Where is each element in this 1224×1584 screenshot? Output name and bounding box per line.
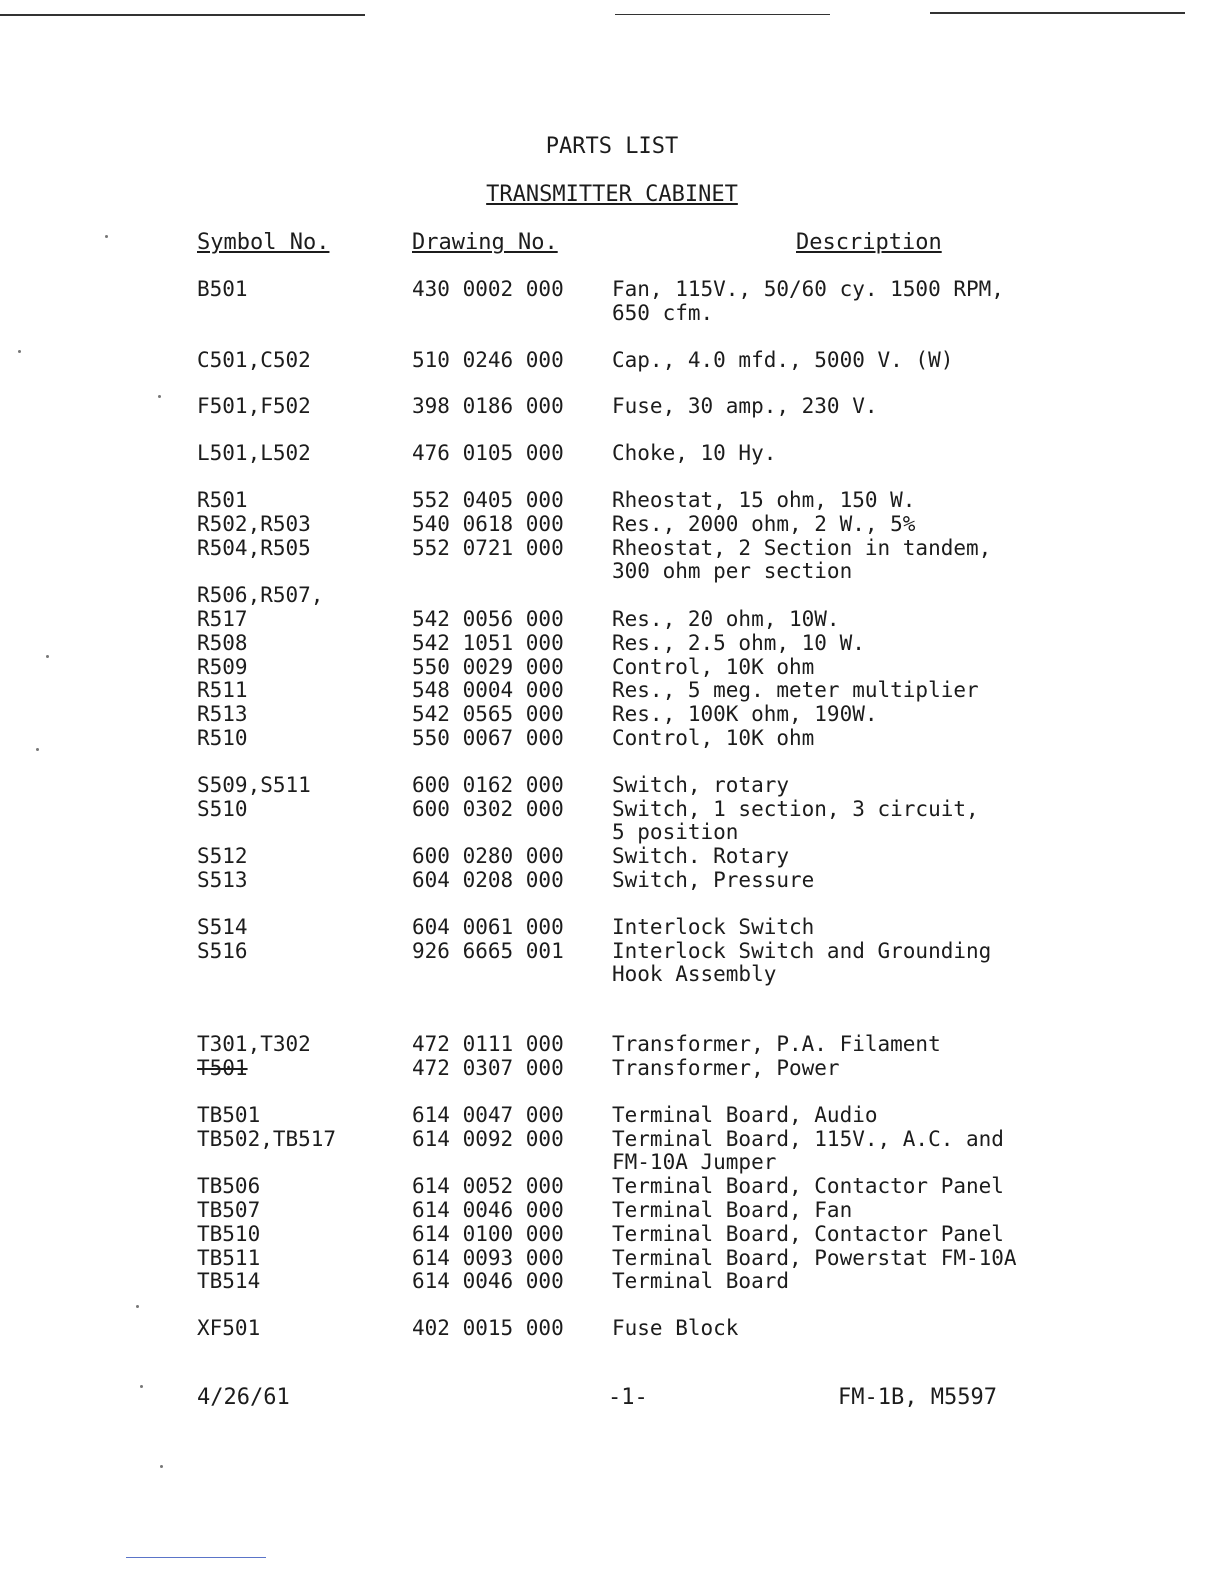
table-row (0, 1199, 1224, 1223)
description-cell: Hook Assembly (612, 962, 777, 987)
drawing-number-cell: 550 0029 000 (412, 654, 564, 679)
table-row (0, 869, 1224, 893)
description-cell: Terminal Board, Contactor Panel (612, 1174, 1004, 1199)
table-row (0, 442, 1224, 466)
description-cell: Rheostat, 2 Section in tandem, (612, 535, 992, 560)
parts-group (0, 1317, 1224, 1341)
description-cell: FM-10A Jumper (612, 1150, 777, 1175)
description-cell: Interlock Switch (612, 914, 815, 939)
parts-table (0, 278, 1224, 1341)
parts-group (0, 442, 1224, 466)
symbol-cell: S513 (197, 867, 248, 892)
symbol-cell: T501 (197, 1055, 248, 1080)
table-row (0, 821, 1224, 845)
column-header-drawing: Drawing No. (412, 230, 558, 255)
drawing-number-cell: 614 0100 000 (412, 1221, 564, 1246)
drawing-number-cell: 614 0046 000 (412, 1269, 564, 1294)
symbol-cell: S512 (197, 844, 248, 869)
symbol-cell: T301,T302 (197, 1032, 311, 1057)
drawing-number-cell: 476 0105 000 (412, 441, 564, 466)
table-row (0, 1033, 1224, 1057)
top-scan-rule (0, 14, 365, 16)
description-cell: Res., 5 meg. meter multiplier (612, 678, 979, 703)
description-cell: Transformer, Power (612, 1055, 840, 1080)
table-row (0, 703, 1224, 727)
description-cell: 5 position (612, 820, 739, 845)
table-row (0, 845, 1224, 869)
drawing-number-cell: 600 0280 000 (412, 844, 564, 869)
drawing-number-cell: 926 6665 001 (412, 938, 564, 963)
symbol-cell: S516 (197, 938, 248, 963)
symbol-cell: TB510 (197, 1221, 261, 1246)
description-cell: Fuse Block (612, 1316, 739, 1341)
parts-group (0, 278, 1224, 326)
top-scan-rule (615, 14, 830, 15)
description-cell: Res., 2.5 ohm, 10 W. (612, 630, 865, 655)
table-row (0, 1317, 1224, 1341)
description-cell: Terminal Board, Audio (612, 1102, 878, 1127)
table-row (0, 537, 1224, 561)
scan-speck (140, 1385, 143, 1388)
column-header-description: Description (796, 230, 942, 255)
table-row (0, 1128, 1224, 1152)
description-cell: Terminal Board, Powerstat FM-10A (612, 1245, 1017, 1270)
table-row (0, 798, 1224, 822)
symbol-cell: R506,R507, (197, 583, 324, 608)
footer-model: FM-1B, M5597 (838, 1385, 997, 1410)
drawing-number-cell: 540 0618 000 (412, 511, 564, 536)
description-cell: Control, 10K ohm (612, 654, 815, 679)
parts-group (0, 349, 1224, 373)
table-row (0, 608, 1224, 632)
description-cell: Res., 100K ohm, 190W. (612, 702, 878, 727)
table-row (0, 916, 1224, 940)
drawing-number-cell: 604 0208 000 (412, 867, 564, 892)
symbol-cell: R509 (197, 654, 248, 679)
description-cell: Choke, 10 Hy. (612, 441, 777, 466)
description-cell: Switch, Pressure (612, 867, 815, 892)
table-row (0, 584, 1224, 608)
footer-page-number: -1- (608, 1385, 648, 1410)
drawing-number-cell: 510 0246 000 (412, 347, 564, 372)
symbol-cell: R517 (197, 606, 248, 631)
drawing-number-cell: 604 0061 000 (412, 914, 564, 939)
symbol-cell: F501,F502 (197, 394, 311, 419)
symbol-cell: S510 (197, 796, 248, 821)
scan-speck (160, 1465, 163, 1468)
parts-group (0, 489, 1224, 751)
description-cell: Res., 2000 ohm, 2 W., 5% (612, 511, 916, 536)
description-cell: Terminal Board, Contactor Panel (612, 1221, 1004, 1246)
symbol-cell: TB506 (197, 1174, 261, 1199)
table-row (0, 632, 1224, 656)
drawing-number-cell: 614 0092 000 (412, 1126, 564, 1151)
symbol-cell: TB507 (197, 1197, 261, 1222)
drawing-number-cell: 552 0721 000 (412, 535, 564, 560)
description-cell: Cap., 4.0 mfd., 5000 V. (W) (612, 347, 954, 372)
table-row (0, 656, 1224, 680)
description-cell: 650 cfm. (612, 300, 714, 325)
table-row (0, 1104, 1224, 1128)
drawing-number-cell: 600 0302 000 (412, 796, 564, 821)
description-cell: Fan, 115V., 50/60 cy. 1500 RPM, (612, 277, 1004, 301)
table-row (0, 727, 1224, 751)
column-header-symbol: Symbol No. (197, 230, 330, 255)
drawing-number-cell: 430 0002 000 (412, 277, 564, 301)
symbol-cell: R504,R505 (197, 535, 311, 560)
table-row (0, 774, 1224, 798)
table-row (0, 489, 1224, 513)
symbol-cell: TB502,TB517 (197, 1126, 337, 1151)
symbol-cell: TB511 (197, 1245, 261, 1270)
description-cell: Rheostat, 15 ohm, 150 W. (612, 487, 916, 512)
drawing-number-cell: 542 1051 000 (412, 630, 564, 655)
symbol-cell: XF501 (197, 1316, 261, 1341)
table-row (0, 513, 1224, 537)
drawing-number-cell: 552 0405 000 (412, 487, 564, 512)
symbol-cell: S514 (197, 914, 248, 939)
symbol-cell: R511 (197, 678, 248, 703)
table-row (0, 1247, 1224, 1271)
parts-group (0, 1104, 1224, 1294)
description-cell: Res., 20 ohm, 10W. (612, 606, 840, 631)
drawing-number-cell: 542 0056 000 (412, 606, 564, 631)
drawing-number-cell: 614 0046 000 (412, 1197, 564, 1222)
table-row (0, 395, 1224, 419)
description-cell: Terminal Board, Fan (612, 1197, 853, 1222)
top-scan-rule (930, 12, 1185, 14)
table-row (0, 679, 1224, 703)
description-cell: Terminal Board (612, 1269, 790, 1294)
parts-group (0, 395, 1224, 419)
parts-group (0, 1033, 1224, 1081)
symbol-cell: TB514 (197, 1269, 261, 1294)
drawing-number-cell: 402 0015 000 (412, 1316, 564, 1341)
page-subtitle: TRANSMITTER CABINET (486, 182, 738, 207)
table-row (0, 1223, 1224, 1247)
table-row (0, 1057, 1224, 1081)
symbol-cell: S509,S511 (197, 772, 311, 797)
parts-group (0, 774, 1224, 893)
drawing-number-cell: 614 0052 000 (412, 1174, 564, 1199)
description-cell: 300 ohm per section (612, 559, 853, 584)
drawing-number-cell: 600 0162 000 (412, 772, 564, 797)
description-cell: Interlock Switch and Grounding (612, 938, 992, 963)
drawing-number-cell: 614 0047 000 (412, 1102, 564, 1127)
drawing-number-cell: 472 0307 000 (412, 1055, 564, 1080)
page-title: PARTS LIST (545, 134, 679, 159)
symbol-cell: R510 (197, 725, 248, 750)
description-cell: Switch, rotary (612, 772, 790, 797)
table-row (0, 1270, 1224, 1294)
symbol-cell: B501 (197, 277, 248, 301)
table-row (0, 1175, 1224, 1199)
drawing-number-cell: 542 0565 000 (412, 702, 564, 727)
table-row (0, 1151, 1224, 1175)
bottom-scan-rule (126, 1557, 266, 1558)
description-cell: Terminal Board, 115V., A.C. and (612, 1126, 1004, 1151)
symbol-cell: L501,L502 (197, 441, 311, 466)
table-row (0, 278, 1224, 302)
table-row (0, 963, 1224, 987)
drawing-number-cell: 550 0067 000 (412, 725, 564, 750)
description-cell: Switch. Rotary (612, 844, 790, 869)
symbol-cell: R513 (197, 702, 248, 727)
symbol-cell: R508 (197, 630, 248, 655)
table-row (0, 560, 1224, 584)
drawing-number-cell: 614 0093 000 (412, 1245, 564, 1270)
description-cell: Fuse, 30 amp., 230 V. (612, 394, 878, 419)
drawing-number-cell: 398 0186 000 (412, 394, 564, 419)
footer-date: 4/26/61 (197, 1385, 290, 1410)
symbol-cell: TB501 (197, 1102, 261, 1127)
table-row (0, 940, 1224, 964)
drawing-number-cell: 548 0004 000 (412, 678, 564, 703)
description-cell: Transformer, P.A. Filament (612, 1032, 941, 1057)
scan-speck (105, 235, 108, 238)
description-cell: Switch, 1 section, 3 circuit, (612, 796, 979, 821)
description-cell: Control, 10K ohm (612, 725, 815, 750)
symbol-cell: R501 (197, 487, 248, 512)
symbol-cell: R502,R503 (197, 511, 311, 536)
parts-group (0, 916, 1224, 987)
drawing-number-cell: 472 0111 000 (412, 1032, 564, 1057)
table-row (0, 349, 1224, 373)
table-row (0, 302, 1224, 326)
symbol-cell: C501,C502 (197, 347, 311, 372)
